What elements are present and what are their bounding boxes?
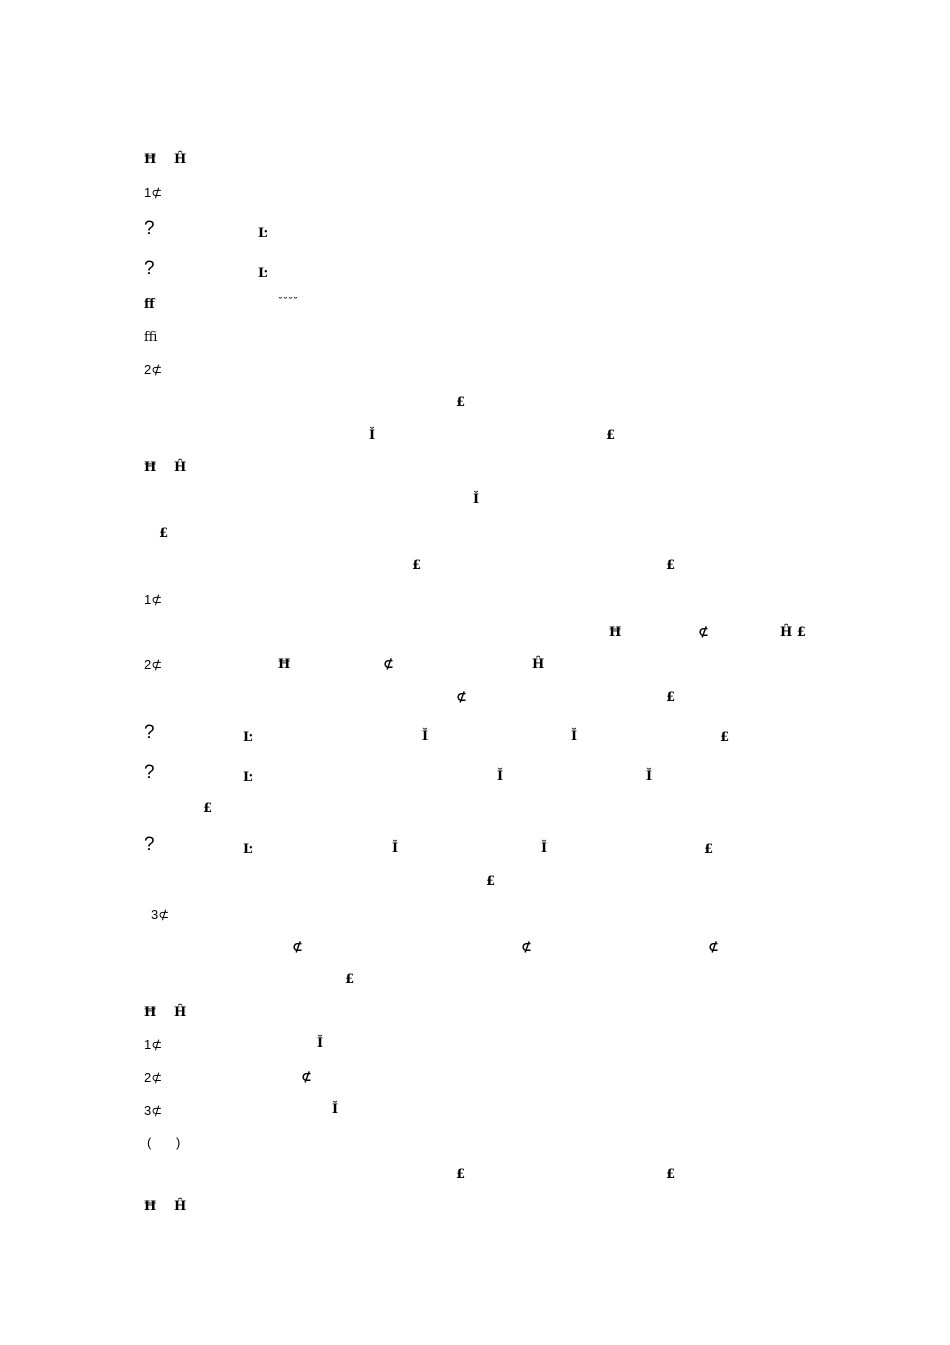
- glyph: ⊄: [383, 657, 394, 672]
- glyph: ?: [144, 218, 155, 239]
- glyph: Ĭ: [497, 769, 504, 784]
- glyph: Ĥ: [174, 1199, 187, 1214]
- glyph: ?: [144, 722, 155, 743]
- glyph: Ŀ: [243, 842, 253, 857]
- glyph: ⊄: [708, 940, 719, 955]
- glyph: Ĭ: [541, 841, 548, 856]
- glyph: £: [456, 395, 466, 410]
- glyph: Ĥ: [532, 657, 545, 672]
- glyph: £: [720, 730, 730, 745]
- glyph: £: [606, 428, 616, 443]
- glyph: Ĭ: [369, 428, 376, 443]
- glyph: Ĭ: [332, 1102, 339, 1117]
- glyph: Ħ: [144, 152, 157, 167]
- glyph: £: [666, 1167, 676, 1182]
- glyph: ⊄: [521, 940, 532, 955]
- glyph: 1⊄: [144, 1037, 163, 1052]
- glyph: Ŀ: [243, 730, 253, 745]
- glyph: Ħ: [609, 625, 622, 640]
- glyph: ⊄: [456, 690, 467, 705]
- glyph: £: [203, 801, 213, 816]
- glyph: 3⊄: [151, 907, 170, 922]
- glyph: £: [666, 690, 676, 705]
- glyph: Ħ: [144, 1005, 157, 1020]
- glyph: £: [486, 874, 496, 889]
- glyph: ?: [144, 762, 155, 783]
- glyph: ⊄: [292, 940, 303, 955]
- glyph: £: [345, 972, 355, 987]
- glyph: 2⊄: [144, 362, 163, 377]
- glyph: Ĭ: [571, 729, 578, 744]
- glyph: £: [159, 526, 169, 541]
- glyph: £: [456, 1167, 466, 1182]
- glyph: ⊄: [698, 625, 709, 640]
- glyph: Ħ: [144, 1199, 157, 1214]
- glyph: ?: [144, 258, 155, 279]
- glyph: Ĥ: [174, 1005, 187, 1020]
- glyph: £: [666, 558, 676, 573]
- glyph: 1⊄: [144, 185, 163, 200]
- glyph: Ħ: [144, 460, 157, 475]
- glyph: £: [412, 558, 422, 573]
- glyph: 2⊄: [144, 1070, 163, 1085]
- glyph: Ĭ: [473, 492, 480, 507]
- glyph: ﬃ: [144, 330, 158, 345]
- glyph: Ĭ: [317, 1036, 324, 1051]
- glyph: Ĥ: [174, 152, 187, 167]
- glyph: Ŀ: [243, 770, 253, 785]
- glyph: (: [147, 1135, 152, 1150]
- glyph: Ĥ: [174, 460, 187, 475]
- glyph: £: [704, 842, 714, 857]
- glyph: 1⊄: [144, 592, 163, 607]
- glyph: ⊄: [301, 1070, 312, 1085]
- glyph: Ĭ: [422, 729, 429, 744]
- glyph: ): [176, 1135, 181, 1150]
- glyph: Ĭ: [392, 841, 399, 856]
- glyph: 3⊄: [144, 1103, 163, 1118]
- glyph: Ħ: [278, 657, 291, 672]
- glyph: Ŀ: [258, 266, 268, 281]
- glyph: Ĭ: [646, 769, 653, 784]
- glyph: Ŀ: [258, 226, 268, 241]
- glyph: ﬀ: [144, 297, 155, 312]
- glyph: ?: [144, 834, 155, 855]
- glyph: Ĥ £: [780, 625, 806, 640]
- glyph: 2⊄: [144, 657, 163, 672]
- glyph: ˘˘˘˘: [278, 297, 298, 308]
